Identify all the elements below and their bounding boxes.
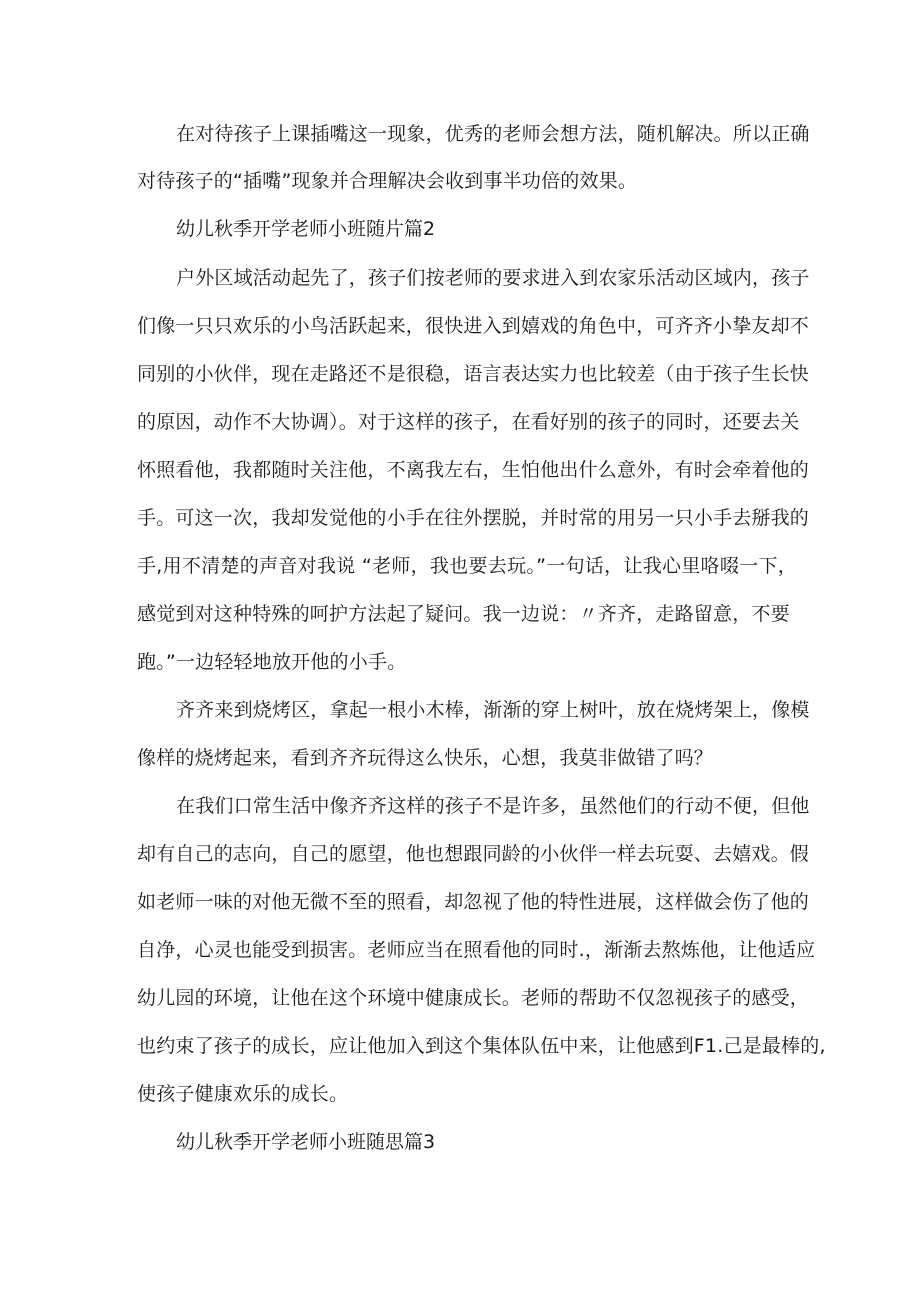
paragraph-line: 感觉到对这种特殊的呵护方法起了疑问。我一边说：〃齐齐，走路留意，不要 [137,603,790,625]
paragraph-line: 跑。”一边轻轻地放开他的小手。 [137,651,407,673]
paragraph-line: 在我们口常生活中像齐齐这样的孩子不是许多，虽然他们的行动不便，但他 [176,795,810,817]
section-heading: 幼儿秋季开学老师小班随思篇3 [176,1131,436,1153]
paragraph-line: 像样的烧烤起来，看到齐齐玩得这么快乐，心想，我莫非做错了吗？ [137,747,714,769]
paragraph-line: 使孩子健康欢乐的成长。 [137,1083,349,1105]
paragraph-line: 同别的小伙伴，现在走路还不是很稳，语言表达实力也比较差（由于孩子生长快 [137,363,810,385]
paragraph-line: 齐齐来到烧烤区，拿起一根小木棒，渐渐的穿上树叶，放在烧烤架上，像模 [176,699,810,721]
paragraph-line: 在对待孩子上课插嘴这一现象，优秀的老师会想方法，随机解决。所以正确 [176,123,810,145]
paragraph-line: 也约束了孩子的成长，应让他加入到这个集体队伍中来，让他感到F1.己是最棒的, [137,1035,826,1057]
paragraph-line: 却有自己的志向，自己的愿望，他也想跟同龄的小伙伴一样去玩耍、去嬉戏。假 [137,843,810,865]
paragraph-line: 手。可这一次，我却发觉他的小手在往外摆脱，并时常的用另一只小手去掰我的 [137,507,810,529]
paragraph-line: 们像一只只欢乐的小鸟活跃起来，很快进入到嬉戏的角色中，可齐齐小挚友却不 [137,315,810,337]
section-heading: 幼儿秋季开学老师小班随片篇2 [176,218,436,240]
paragraph-line: 手,用不清楚的声音对我说 “老师，我也要去玩。”一句话，让我心里咯啜一下， [137,555,797,577]
paragraph-line: 的原因，动作不大协调）。对于这样的孩子，在看好别的孩子的同时，还要去关 [137,411,800,433]
paragraph-line: 幼儿园的环境，让他在这个环境中健康成长。老师的帮助不仅忽视孩子的感受， [137,987,810,1009]
paragraph-line: 户外区域活动起先了，孩子们按老师的要求进入到农家乐活动区域内，孩子 [176,267,810,289]
paragraph-line: 如老师一味的对他无微不至的照看，却忽视了他的特性进展，这样做会伤了他的 [137,891,810,913]
paragraph-line: 对待孩子的“插嘴”现象并合理解决会收到事半功倍的效果。 [137,170,638,192]
paragraph-line: 怀照看他，我都随时关注他，不离我左右，生怕他出什么意外，有时会牵着他的 [137,459,810,481]
paragraph-line: 自净，心灵也能受到损害。老师应当在照看他的同时.，渐渐去熬炼他，让他适应 [137,939,816,961]
